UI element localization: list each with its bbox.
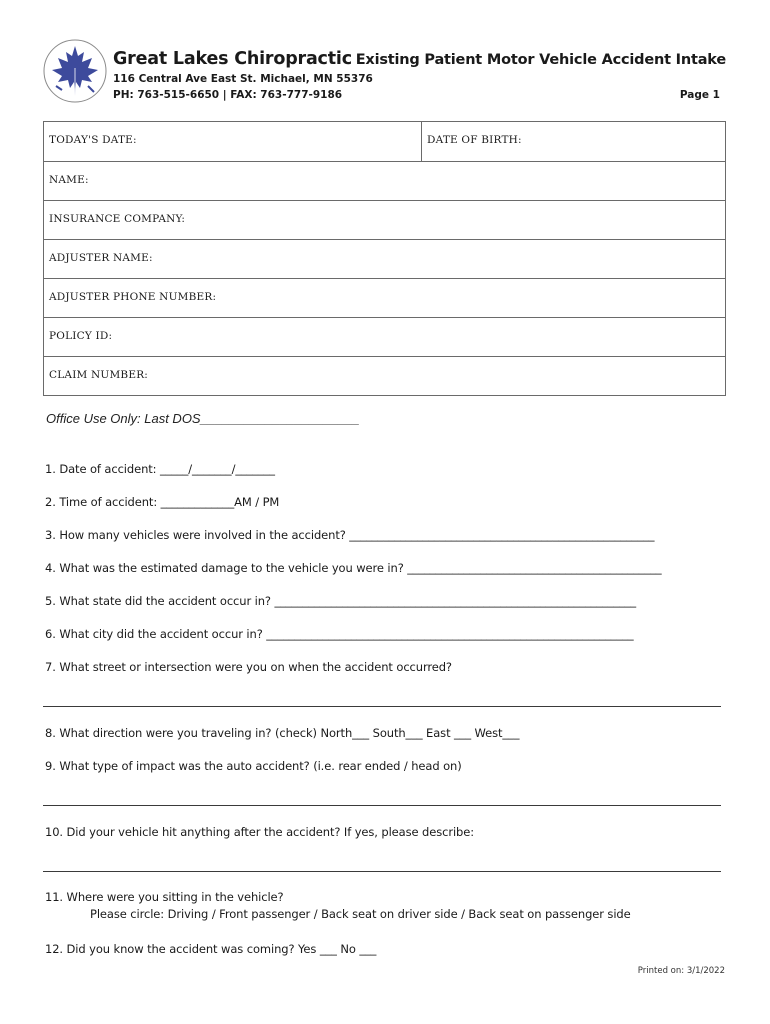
question-3[interactable]: 3. How many vehicles were involved in the accident? ______________________________________________________ <box>45 528 655 542</box>
insurance-company-field[interactable]: INSURANCE COMPANY: <box>49 213 186 225</box>
question-8[interactable]: 8. What direction were you traveling in? (check) North___ South___ East ___ West___ <box>45 726 520 740</box>
info-row-claim-number <box>44 356 725 395</box>
form-title: Existing Patient Motor Vehicle Accident Intake <box>355 52 726 68</box>
info-row-policy-id <box>44 317 725 356</box>
info-row-insurance <box>44 200 725 239</box>
answer-line-7[interactable] <box>43 706 721 707</box>
question-5[interactable]: 5. What state did the accident occur in? ________________________________________________________________ <box>45 594 637 608</box>
date-of-birth-field[interactable]: DATE OF BIRTH: <box>427 134 522 146</box>
question-2[interactable]: 2. Time of accident: _____________AM / PM <box>45 495 280 509</box>
answer-line-10[interactable] <box>43 871 721 872</box>
adjuster-phone-field[interactable]: ADJUSTER PHONE NUMBER: <box>49 291 217 303</box>
question-7: 7. What street or intersection were you on when the accident occurred? <box>45 660 452 674</box>
answer-line-9[interactable] <box>43 805 721 806</box>
info-row-dates <box>44 122 725 161</box>
claim-number-field[interactable]: CLAIM NUMBER: <box>49 369 149 381</box>
question-11-options[interactable]: Please circle: Driving / Front passenger / Back seat on driver side / Back seat on passenger side <box>90 907 631 921</box>
maple-leaf-icon <box>42 38 108 104</box>
clinic-contact: PH: 763-515-6650 | FAX: 763-777-9186 <box>113 89 343 101</box>
info-row-name <box>44 161 725 200</box>
page-number: Page 1 <box>679 89 720 101</box>
printed-on-date: Printed on: 3/1/2022 <box>637 966 725 976</box>
question-1[interactable]: 1. Date of accident: _____/_______/_______ <box>45 462 275 476</box>
policy-id-field[interactable]: POLICY ID: <box>49 330 113 342</box>
patient-info-table <box>43 121 726 396</box>
question-4[interactable]: 4. What was the estimated damage to the vehicle you were in? _____________________________________________ <box>45 561 662 575</box>
info-row-adjuster-name <box>44 239 725 278</box>
clinic-name: Great Lakes Chiropractic <box>113 49 352 69</box>
clinic-address: 116 Central Ave East St. Michael, MN 55376 <box>113 73 373 85</box>
office-use-only: Office Use Only: Last DOS______________________ <box>46 411 360 426</box>
todays-date-field[interactable]: TODAY'S DATE: <box>49 134 137 146</box>
question-11: 11. Where were you sitting in the vehicle? <box>45 890 284 904</box>
adjuster-name-field[interactable]: ADJUSTER NAME: <box>49 252 153 264</box>
cell-divider <box>421 122 422 161</box>
question-10: 10. Did your vehicle hit anything after the accident? If yes, please describe: <box>45 825 474 839</box>
question-9: 9. What type of impact was the auto accident? (i.e. rear ended / head on) <box>45 759 462 773</box>
name-field[interactable]: NAME: <box>49 174 89 186</box>
question-12[interactable]: 12. Did you know the accident was coming? Yes ___ No ___ <box>45 942 377 956</box>
question-6[interactable]: 6. What city did the accident occur in? _________________________________________________________________ <box>45 627 634 641</box>
info-row-adjuster-phone <box>44 278 725 317</box>
